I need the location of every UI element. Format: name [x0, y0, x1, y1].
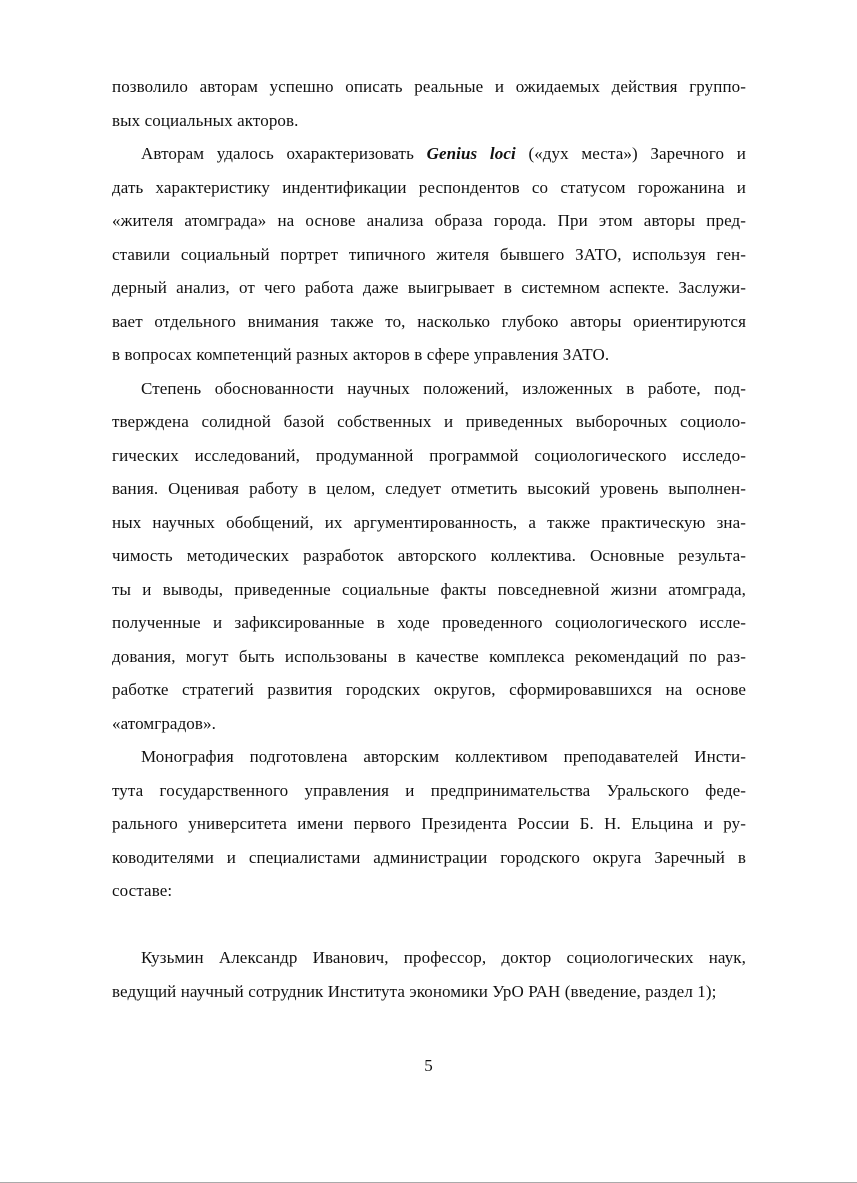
text-line	[112, 439, 746, 473]
text-line	[112, 740, 746, 774]
text-segment: тверждена солидной базой собственных и приведенных выборочных социоло-	[112, 412, 746, 431]
text-segment: составе:	[112, 881, 173, 900]
text-segment: вания. Оценивая работу в целом, следует отметить высокий уровень выполнен-	[112, 479, 746, 498]
emphasized-text: Genius loci	[426, 144, 516, 163]
text-segment: Монография подготовлена авторским коллективом преподавателей Инсти-	[141, 747, 746, 766]
text-segment: «жителя атомграда» на основе анализа образа города. При этом авторы пред-	[112, 211, 746, 230]
text-body	[112, 70, 746, 1008]
text-line	[112, 204, 746, 238]
text-segment: Степень обоснованности научных положений, изложенных в работе, под-	[141, 378, 746, 398]
text-segment: гических исследований, продуманной программой социологического исследо-	[112, 445, 746, 465]
text-line	[112, 841, 746, 875]
paragraph	[112, 372, 746, 741]
text-line	[112, 104, 746, 138]
paragraph	[112, 70, 746, 137]
paragraph	[112, 740, 746, 908]
page-number: 5	[424, 1056, 433, 1075]
text-segment: ных научных обобщений, их аргументированность, а также практическую зна-	[112, 512, 746, 532]
text-segment: («дух места») Заречного и	[515, 144, 746, 163]
text-line	[112, 338, 746, 372]
text-segment: вает отдельного внимания также то, насколько глубоко авторы ориентируются	[112, 311, 746, 331]
paragraph	[112, 137, 746, 372]
text-segment: позволило авторам успешно описать реальные и ожидаемых действия группо-	[112, 77, 746, 96]
text-segment: работке стратегий развития городских округов, сформировавшихся на основе	[112, 680, 746, 699]
text-line	[112, 975, 746, 1009]
text-segment: ведущий научный сотрудник Института экономики УрО РАН (введение, раздел 1);	[112, 981, 717, 1001]
paragraph	[112, 941, 746, 1008]
text-segment: полученные и зафиксированные в ходе проведенного социологического иссле-	[112, 613, 746, 632]
text-line	[112, 137, 746, 171]
text-segment: ководителями и специалистами администрации городского округа Заречный в	[112, 847, 746, 867]
text-line	[112, 807, 746, 841]
text-line	[112, 238, 746, 272]
text-line	[112, 506, 746, 540]
text-segment: «атомградов».	[112, 713, 216, 733]
text-line	[112, 673, 746, 707]
text-line	[112, 874, 746, 908]
text-line	[112, 573, 746, 607]
text-line	[112, 941, 746, 975]
text-line	[112, 70, 746, 104]
text-segment: ты и выводы, приведенные социальные факты повседневной жизни атомграда,	[112, 579, 746, 599]
text-line	[112, 539, 746, 573]
text-line	[112, 305, 746, 339]
text-segment: дования, могут быть использованы в качестве комплекса рекомендаций по раз-	[112, 646, 746, 666]
text-line	[112, 271, 746, 305]
text-line	[112, 372, 746, 406]
text-line	[112, 640, 746, 674]
text-line	[112, 707, 746, 741]
text-line	[112, 606, 746, 640]
text-line	[112, 774, 746, 808]
text-segment: тута государственного управления и предпринимательства Уральского феде-	[112, 780, 746, 800]
text-segment: вых социальных акторов.	[112, 110, 299, 130]
text-line	[112, 171, 746, 205]
text-segment: ставили социальный портрет типичного жителя бывшего ЗАТО, используя ген-	[112, 244, 746, 264]
text-segment: дерный анализ, от чего работа даже выигрывает в системном аспекте. Заслужи-	[112, 278, 746, 297]
text-segment: Авторам удалось охарактеризовать	[141, 144, 427, 163]
text-segment: дать характеристику индентификации респондентов со статусом горожанина и	[112, 177, 746, 197]
text-segment: чимость методических разработок авторского коллектива. Основные результа-	[112, 546, 746, 565]
text-segment: рального университета имени первого Президента России Б. Н. Ельцина и ру-	[112, 814, 746, 833]
text-segment: в вопросах компетенций разных акторов в сфере управления ЗАТО.	[112, 345, 610, 364]
text-line	[112, 405, 746, 439]
text-segment: Кузьмин Александр Иванович, профессор, доктор социологических наук,	[141, 948, 746, 967]
text-line	[112, 472, 746, 506]
